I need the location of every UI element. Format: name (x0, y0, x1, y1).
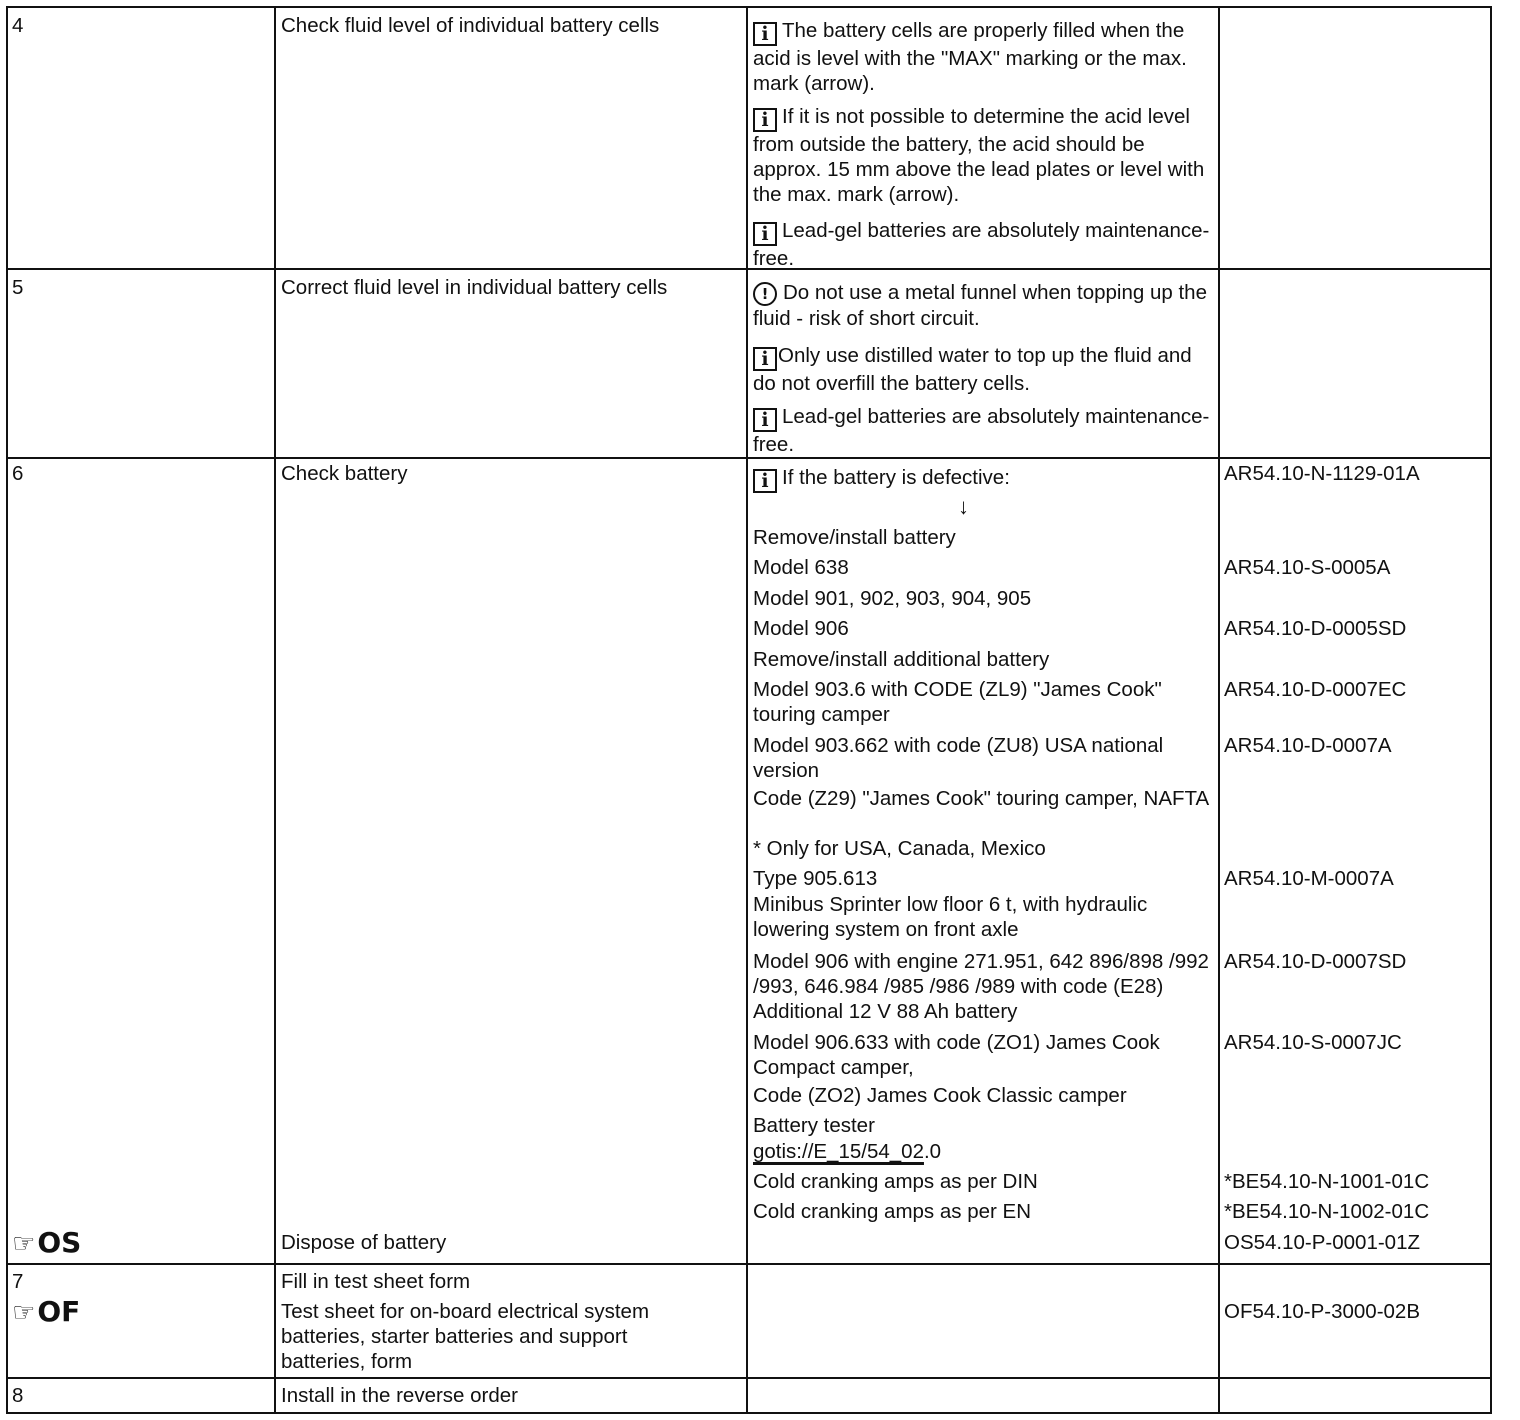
list-item: Battery tester (753, 1114, 875, 1137)
list-item: Cold cranking amps as per DIN (753, 1170, 1038, 1193)
column-divider (1218, 6, 1220, 1412)
pointing-hand-icon: ☞ (12, 1298, 36, 1328)
step-number: 4 (12, 14, 24, 37)
reference-code: AR54.10-S-0005A (1224, 556, 1391, 579)
info-note: i If the battery is defective: (753, 465, 1213, 493)
list-item: * Only for USA, Canada, Mexico (753, 837, 1046, 860)
step-number: 7 (12, 1270, 24, 1293)
table-border-top (6, 6, 1490, 8)
list-item: Code (ZO2) James Cook Classic camper (753, 1084, 1127, 1107)
list-item: Model 906 (753, 617, 849, 640)
of-marker: ☞OF (12, 1295, 81, 1328)
gotis-link-line: gotis://E_15/54_02.0 (753, 1140, 942, 1163)
reference-code: AR54.10-D-0007EC (1224, 678, 1407, 701)
list-item: Model 903.662 with code (ZU8) USA national version (753, 734, 1164, 782)
os-marker: ☞OS (12, 1226, 82, 1259)
reference-code: *BE54.10-N-1002-01C (1224, 1200, 1430, 1223)
reference-code: AR54.10-D-0007SD (1224, 950, 1407, 973)
pointing-hand-icon: ☞ (12, 1229, 36, 1259)
list-item: Remove/install battery (753, 526, 956, 549)
list-item: Remove/install additional battery (753, 648, 1050, 671)
task-text: Install in the reverse order (281, 1384, 519, 1407)
info-note: i Lead-gel batteries are absolutely maintenance-free. (753, 219, 1210, 270)
step-number: 5 (12, 276, 24, 299)
step-number: 8 (12, 1384, 24, 1407)
down-arrow-icon: ↓ (958, 494, 969, 519)
warning-note: ! Do not use a metal funnel when topping up the fluid - risk of short circuit. (753, 281, 1207, 330)
reference-code: OS54.10-P-0001-01Z (1224, 1231, 1421, 1254)
info-note: i If it is not possible to determine the acid level from outside the battery, the acid should be approx. 15 mm above the lead plates or level with the max. mark (arrow). (753, 105, 1205, 206)
task-text: Dispose of battery (281, 1231, 447, 1254)
column-divider (746, 6, 748, 1412)
task-text: Check battery (281, 462, 408, 485)
task-text: Check fluid level of individual battery cells (281, 14, 660, 37)
reference-code: AR54.10-D-0005SD (1224, 617, 1407, 640)
list-item: Model 906 with engine 271.951, 642 896/898 /992 /993, 646.984 /985 /986 /989 with code (E28) Additional 12 V 88 Ah battery (753, 950, 1209, 1023)
list-item: Model 903.6 with CODE (ZL9) "James Cook" touring camper (753, 678, 1162, 726)
list-item: Model 638 (753, 556, 849, 579)
row-divider (6, 457, 1490, 459)
list-item: Minibus Sprinter low floor 6 t, with hydraulic lowering system on front axle (753, 893, 1148, 941)
info-note: i Only use distilled water to top up the fluid and do not overfill the battery cells. (753, 344, 1192, 395)
reference-code: *BE54.10-N-1001-01C (1224, 1170, 1430, 1193)
list-item: Cold cranking amps as per EN (753, 1200, 1032, 1223)
column-divider (274, 6, 276, 1412)
reference-code: AR54.10-S-0007JC (1224, 1031, 1402, 1054)
info-icon: i (753, 347, 777, 371)
list-item: Type 905.613 (753, 867, 878, 890)
task-text: Fill in test sheet form (281, 1270, 471, 1293)
list-item: Model 901, 902, 903, 904, 905 (753, 587, 1032, 610)
info-note: i Lead-gel batteries are absolutely maintenance-free. (753, 405, 1210, 456)
task-text: Correct fluid level in individual battery cells (281, 276, 668, 299)
reference-code: AR54.10-M-0007A (1224, 867, 1394, 890)
warning-icon: ! (753, 282, 777, 306)
info-note: i The battery cells are properly filled when the acid is level with the "MAX" marking or the max. mark (arrow). (753, 19, 1187, 95)
gotis-link[interactable]: gotis://E_15/54_02 (753, 1140, 924, 1163)
info-icon: i (753, 22, 777, 46)
info-icon: i (753, 222, 777, 246)
list-item: Code (Z29) "James Cook" touring camper, NAFTA (753, 787, 1210, 810)
info-icon: i (753, 108, 777, 132)
step-number: 6 (12, 462, 24, 485)
reference-code: AR54.10-D-0007A (1224, 734, 1392, 757)
row-divider (6, 268, 1490, 270)
table-border-left (6, 6, 8, 1412)
reference-code: OF54.10-P-3000-02B (1224, 1300, 1421, 1323)
reference-code: AR54.10-N-1129-01A (1224, 462, 1420, 485)
info-icon: i (753, 469, 777, 493)
row-divider (6, 1263, 1490, 1265)
subtask-text: Test sheet for on-board electrical system batteries, starter batteries and support batteries, form (281, 1300, 650, 1373)
list-item: Model 906.633 with code (ZO1) James Cook Compact camper, (753, 1031, 1160, 1079)
row-divider (6, 1377, 1490, 1379)
info-icon: i (753, 408, 777, 432)
